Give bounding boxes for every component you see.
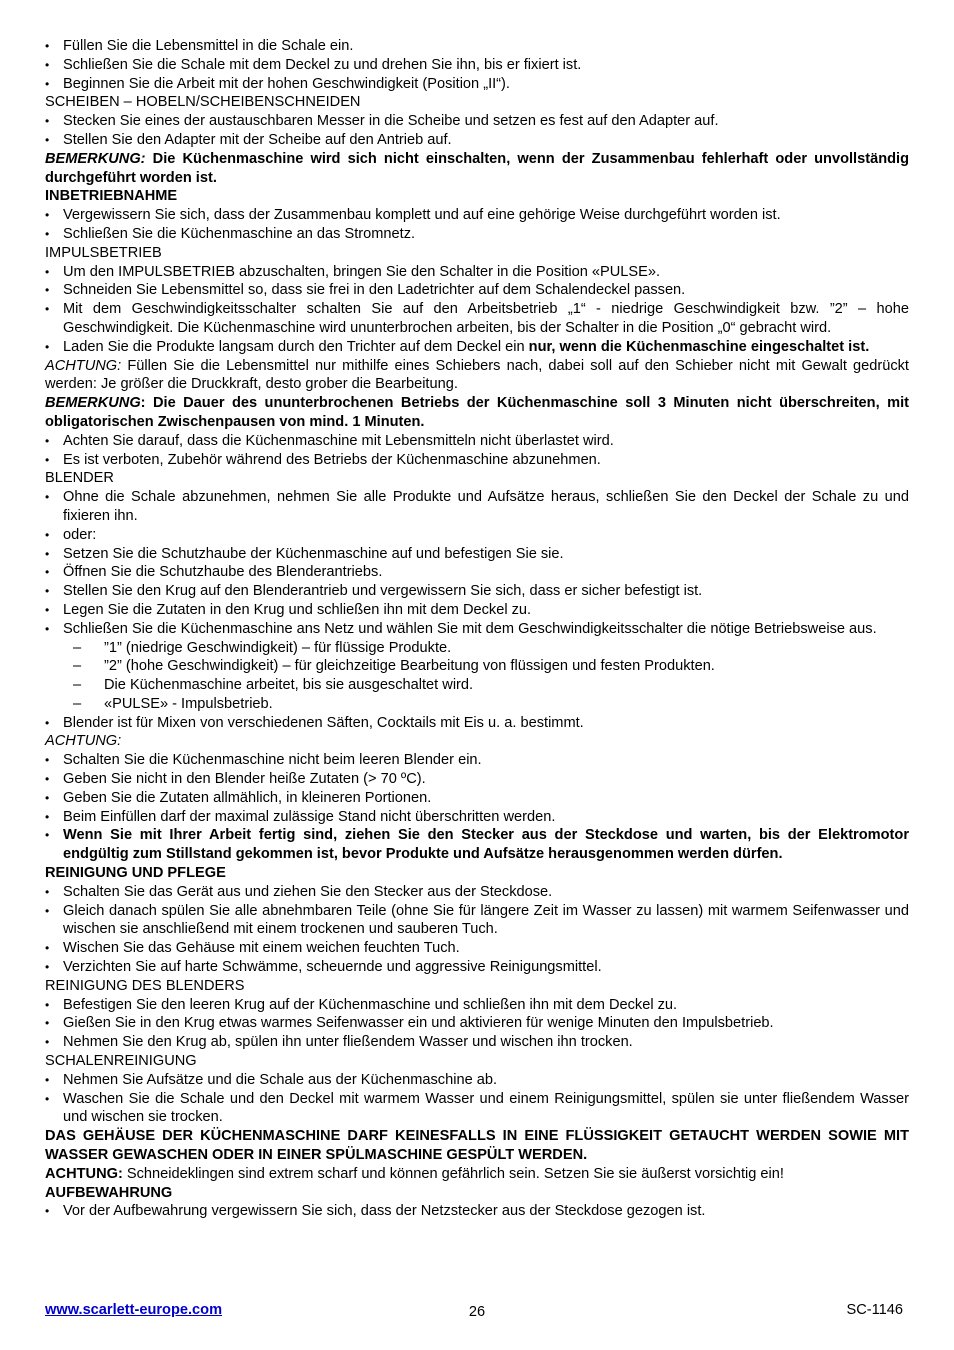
text-run: Vor der Aufbewahrung vergewissern Sie sich, dass der Netzstecker aus der Steckdose gezogen ist. [63,1203,706,1220]
paragraph [45,1127,909,1165]
bullet-marker: • [45,283,50,298]
item-text [63,263,909,282]
text-run: BEMERKUNG [45,395,141,412]
paragraph [45,732,909,751]
bullet-item [45,1071,909,1090]
website-link[interactable]: www.scarlett-europe.com [45,1302,223,1318]
text-run: Geben Sie die Zutaten allmählich, in kleineren Portionen. [63,789,432,806]
bullet-marker: • [45,339,50,354]
bullet-marker: • [45,753,50,768]
text-run: Legen Sie die Zutaten in den Krug und schließen ihn mit dem Deckel zu. [63,601,532,618]
bullet-item [45,601,909,620]
item-text [63,1033,909,1052]
model-code: SC-1146 [846,1302,903,1318]
text-run: Stecken Sie eines der austauschbaren Messer in die Scheibe und setzen es fest auf den Adapter auf. [63,113,719,130]
text-run: Stellen Sie den Adapter mit der Scheibe auf den Antrieb auf. [63,131,452,148]
bullet-item [45,958,909,977]
bullet-marker: • [45,527,50,542]
bullet-item [45,56,909,75]
item-text [63,582,909,601]
bullet-item [45,281,909,300]
paragraph [45,469,909,488]
page-footer [45,1302,909,1322]
text-run: Wischen Sie das Gehäuse mit einem weichen feuchten Tuch. [63,940,460,957]
text-run: Füllen Sie die Lebensmittel in die Schale ein. [63,38,354,54]
paragraph [45,1165,909,1184]
bullet-item [45,545,909,564]
bullet-item [45,75,909,94]
bullet-marker: • [45,565,50,580]
item-text [63,338,909,357]
bullet-item [45,1033,909,1052]
paragraph [45,864,909,883]
bullet-marker: • [45,584,50,599]
text-run: ACHTUNG: [45,733,122,750]
bullet-marker: • [45,1072,50,1087]
bullet-item [45,1014,909,1033]
bullet-item [45,902,909,940]
text-run: : Die Dauer des ununterbrochenen Betriebs der Küchenmaschine soll 3 Minuten nicht überschreiten, mit obligatorischen Zwischenpausen von mind. 1 Minuten. [45,395,909,430]
bullet-item [45,714,909,733]
item-text [63,563,909,582]
text-run: Vergewissern Sie sich, dass der Zusammenbau komplett und auf eine gehörige Weise durchgeführt worden ist. [63,207,781,224]
dash-marker: – [73,639,82,656]
text-run: Die Küchenmaschine arbeitet, bis sie ausgeschaltet wird. [104,677,474,694]
bullet-marker: • [45,997,50,1012]
bullet-marker: • [45,960,50,975]
bullet-marker: • [45,302,50,317]
item-text [63,714,909,733]
paragraph [45,150,909,188]
text-run: Wenn Sie mit Ihrer Arbeit fertig sind, ziehen Sie den Stecker aus der Steckdose und warten, bis der Elektromotor endgültig zum Stillstand gekommen ist, bevor Produkte und Aufsätze herausgenommen werden dürfen. [63,827,909,863]
bullet-item [45,563,909,582]
item-text [63,526,909,545]
item-text [63,620,909,639]
text-run: Laden Sie die Produkte langsam durch den Trichter auf dem Deckel ein [63,338,529,355]
text-run: IMPULSBETRIEB [45,244,162,261]
bullet-marker: • [45,452,50,467]
text-run: INBETRIEBNAHME [45,188,178,205]
bullet-item [45,789,909,808]
bullet-item [45,582,909,601]
bullet-marker: • [45,57,50,72]
text-run: Gleich danach spülen Sie alle abnehmbaren Teile (ohne Sie für längere Zeit im Wasser zu lassen) mit warmem Seifenwasser und wischen sie anschließend mit einem trockenen und sauberen Tuch. [63,902,909,938]
paragraph [45,93,909,112]
dash-item [45,657,909,676]
text-run: Füllen Sie die Lebensmittel nur mithilfe eines Schiebers nach, dabei soll auf den Schieber nicht mit Gewalt gedrückt werden: Je größer die Druckkraft, desto grober die Bearbeitung. [45,357,909,393]
bullet-item [45,37,909,56]
item-text [63,75,909,94]
text-run: Nehmen Sie den Krug ab, spülen ihn unter fließendem Wasser und wischen ihn trocken. [63,1034,633,1051]
item-text [63,1090,909,1128]
text-run: ACHTUNG: [45,1165,123,1182]
text-run: Um den IMPULSBETRIEB abzuschalten, bringen Sie den Schalter in die Position «PULSE». [63,263,661,280]
item-text [104,657,909,676]
bullet-marker: • [45,226,50,241]
bullet-marker: • [45,39,50,53]
document-body [45,37,909,1221]
bullet-marker: • [45,1204,50,1219]
bullet-item [45,206,909,225]
text-run: Beginnen Sie die Arbeit mit der hohen Geschwindigkeit (Position „II“). [63,75,510,92]
text-run: ”1” (niedrige Geschwindigkeit) – für flüssige Produkte. [104,639,452,656]
bullet-marker: • [45,903,50,918]
text-run: Schließen Sie die Schale mit dem Deckel zu und drehen Sie ihn, bis er fixiert ist. [63,56,582,73]
bullet-marker: • [45,790,50,805]
paragraph [45,394,909,432]
bullet-item [45,770,909,789]
item-text [63,902,909,940]
item-text [63,300,909,338]
bullet-item [45,451,909,470]
item-text [63,488,909,526]
text-run: SCHEIBEN – HOBELN/SCHEIBENSCHNEIDEN [45,94,361,111]
item-text [63,883,909,902]
item-text [63,996,909,1015]
text-run: Setzen Sie die Schutzhaube der Küchenmaschine auf und befestigen Sie sie. [63,545,564,562]
dash-item [45,639,909,658]
bullet-item [45,883,909,902]
text-run: Verzichten Sie auf harte Schwämme, scheuernde und aggressive Reinigungsmittel. [63,959,602,976]
dash-marker: – [73,658,82,675]
bullet-marker: • [45,621,50,636]
text-run: Schließen Sie die Küchenmaschine ans Netz und wählen Sie mit dem Geschwindigkeitsschalter die nötige Betriebsweise aus. [63,620,877,637]
bullet-marker: • [45,114,50,129]
item-text [63,37,909,56]
bullet-marker: • [45,884,50,899]
text-run: Schalten Sie die Küchenmaschine nicht beim leeren Blender ein. [63,752,482,769]
bullet-marker: • [45,715,50,730]
bullet-item [45,620,909,639]
text-run: «PULSE» - Impulsbetrieb. [104,695,273,712]
text-run: REINIGUNG UND PFLEGE [45,865,226,882]
item-text [63,808,909,827]
text-run: Beim Einfüllen darf der maximal zulässige Stand nicht überschritten werden. [63,808,556,825]
text-run: Waschen Sie die Schale und den Deckel mit warmem Wasser und einem Reinigungsmittel, spülen sie unter fließendem Wasser und wischen sie trocken. [63,1090,909,1126]
item-text [63,206,909,225]
item-text [63,751,909,770]
page-number: 26 [468,1304,486,1320]
text-run: ACHTUNG: [45,357,122,374]
bullet-item [45,826,909,864]
bullet-marker: • [45,809,50,824]
bullet-marker: • [45,602,50,617]
text-run: Achten Sie darauf, dass die Küchenmaschine mit Lebensmitteln nicht überlastet wird. [63,432,614,449]
item-text [63,225,909,244]
text-run: nur, wenn die Küchenmaschine eingeschaltet ist. [528,338,870,355]
bullet-item [45,526,909,545]
item-text [63,56,909,75]
text-run: DAS GEHÄUSE DER KÜCHENMASCHINE DARF KEINESFALLS IN EINE FLÜSSIGKEIT GETAUCHT WERDEN SOWIE MIT WASSER GEWASCHEN ODER IN EINER SPÜLMASCHINE GESPÜLT WERDEN. [45,1128,909,1164]
bullet-item [45,996,909,1015]
text-run: Geben Sie nicht in den Blender heiße Zutaten (> 70 ºC). [63,771,426,788]
paragraph [45,1184,909,1203]
text-run: AUFBEWAHRUNG [45,1184,173,1201]
item-text [104,639,909,658]
text-run: Schalten Sie das Gerät aus und ziehen Sie den Stecker aus der Steckdose. [63,883,553,900]
text-run: BLENDER [45,470,114,487]
bullet-item [45,488,909,526]
bullet-marker: • [45,941,50,956]
dash-item [45,695,909,714]
paragraph [45,187,909,206]
bullet-marker: • [45,1035,50,1050]
item-text [63,958,909,977]
item-text [63,451,909,470]
text-run: ”2” (hohe Geschwindigkeit) – für gleichzeitige Bearbeitung von flüssigen und festen Produkten. [104,658,715,675]
text-run: Schneideklingen sind extrem scharf und können gefährlich sein. Setzen Sie sie äußerst vorsichtig ein! [122,1165,784,1182]
bullet-item [45,300,909,338]
text-run: Blender ist für Mixen von verschiedenen Säften, Cocktails mit Eis u. a. bestimmt. [63,714,584,731]
bullet-item [45,751,909,770]
paragraph [45,244,909,263]
bullet-marker: • [45,1016,50,1031]
text-run: Schneiden Sie Lebensmittel so, dass sie frei in den Ladetrichter auf dem Schalendeckel passen. [63,282,686,299]
item-text [63,1202,909,1221]
text-run: BEMERKUNG: [45,150,146,167]
text-run: Befestigen Sie den leeren Krug auf der Küchenmaschine und schließen ihn mit dem Deckel zu. [63,996,678,1013]
item-text [104,676,909,695]
text-run: REINIGUNG DES BLENDERS [45,977,245,994]
item-text [63,432,909,451]
bullet-item [45,939,909,958]
paragraph [45,357,909,395]
item-text [63,112,909,131]
text-run: Ohne die Schale abzunehmen, nehmen Sie alle Produkte und Aufsätze heraus, schließen Sie den Deckel der Schale zu und fixieren ihn. [63,489,909,524]
text-run: SCHALENREINIGUNG [45,1053,197,1070]
text-run: Schließen Sie die Küchenmaschine an das Stromnetz. [63,225,416,242]
bullet-item [45,808,909,827]
bullet-item [45,1202,909,1221]
bullet-marker: • [45,208,50,223]
item-text [63,601,909,620]
bullet-marker: • [45,828,50,843]
item-text [63,770,909,789]
bullet-marker: • [45,546,50,561]
dash-item [45,676,909,695]
bullet-item [45,225,909,244]
item-text [63,1071,909,1090]
dash-marker: – [73,677,82,694]
bullet-marker: • [45,132,50,147]
text-run: Nehmen Sie Aufsätze und die Schale aus der Küchenmaschine ab. [63,1071,498,1088]
item-text [63,545,909,564]
bullet-item [45,131,909,150]
bullet-item [45,1090,909,1128]
paragraph [45,1052,909,1071]
bullet-item [45,112,909,131]
item-text [63,789,909,808]
bullet-item [45,338,909,357]
paragraph [45,977,909,996]
bullet-item [45,432,909,451]
item-text [63,826,909,864]
text-run: Gießen Sie in den Krug etwas warmes Seifenwasser ein und aktivieren für wenige Minuten den Impulsbetrieb. [63,1015,774,1032]
text-run: Die Küchenmaschine wird sich nicht einschalten, wenn der Zusammenbau fehlerhaft oder unvollständig durchgeführt worden ist. [45,150,909,186]
item-text [63,281,909,300]
bullet-marker: • [45,772,50,787]
item-text [104,695,909,714]
dash-marker: – [73,695,82,712]
text-run: Es ist verboten, Zubehör während des Betriebs der Küchenmaschine abzunehmen. [63,451,601,468]
text-run: Mit dem Geschwindigkeitsschalter schalten Sie auf den Arbeitsbetrieb „1“ - niedrige Geschwindigkeit bzw. ”2” – hohe Geschwindigkeit. Die Küchenmaschine wird ununterbrochen arbeiten, bis der Schalter in die Position „0“ gebracht wird. [63,301,909,336]
item-text [63,939,909,958]
bullet-marker: • [45,76,50,91]
bullet-item [45,263,909,282]
item-text [63,131,909,150]
text-run: Öffnen Sie die Schutzhaube des Blenderantriebs. [63,564,383,581]
text-run: oder: [63,526,97,543]
bullet-marker: • [45,490,50,505]
item-text [63,1014,909,1033]
bullet-marker: • [45,433,50,448]
text-run: Stellen Sie den Krug auf den Blenderantrieb und vergewissern Sie sich, dass er sicher befestigt ist. [63,583,703,600]
bullet-marker: • [45,264,50,279]
bullet-marker: • [45,1091,50,1106]
